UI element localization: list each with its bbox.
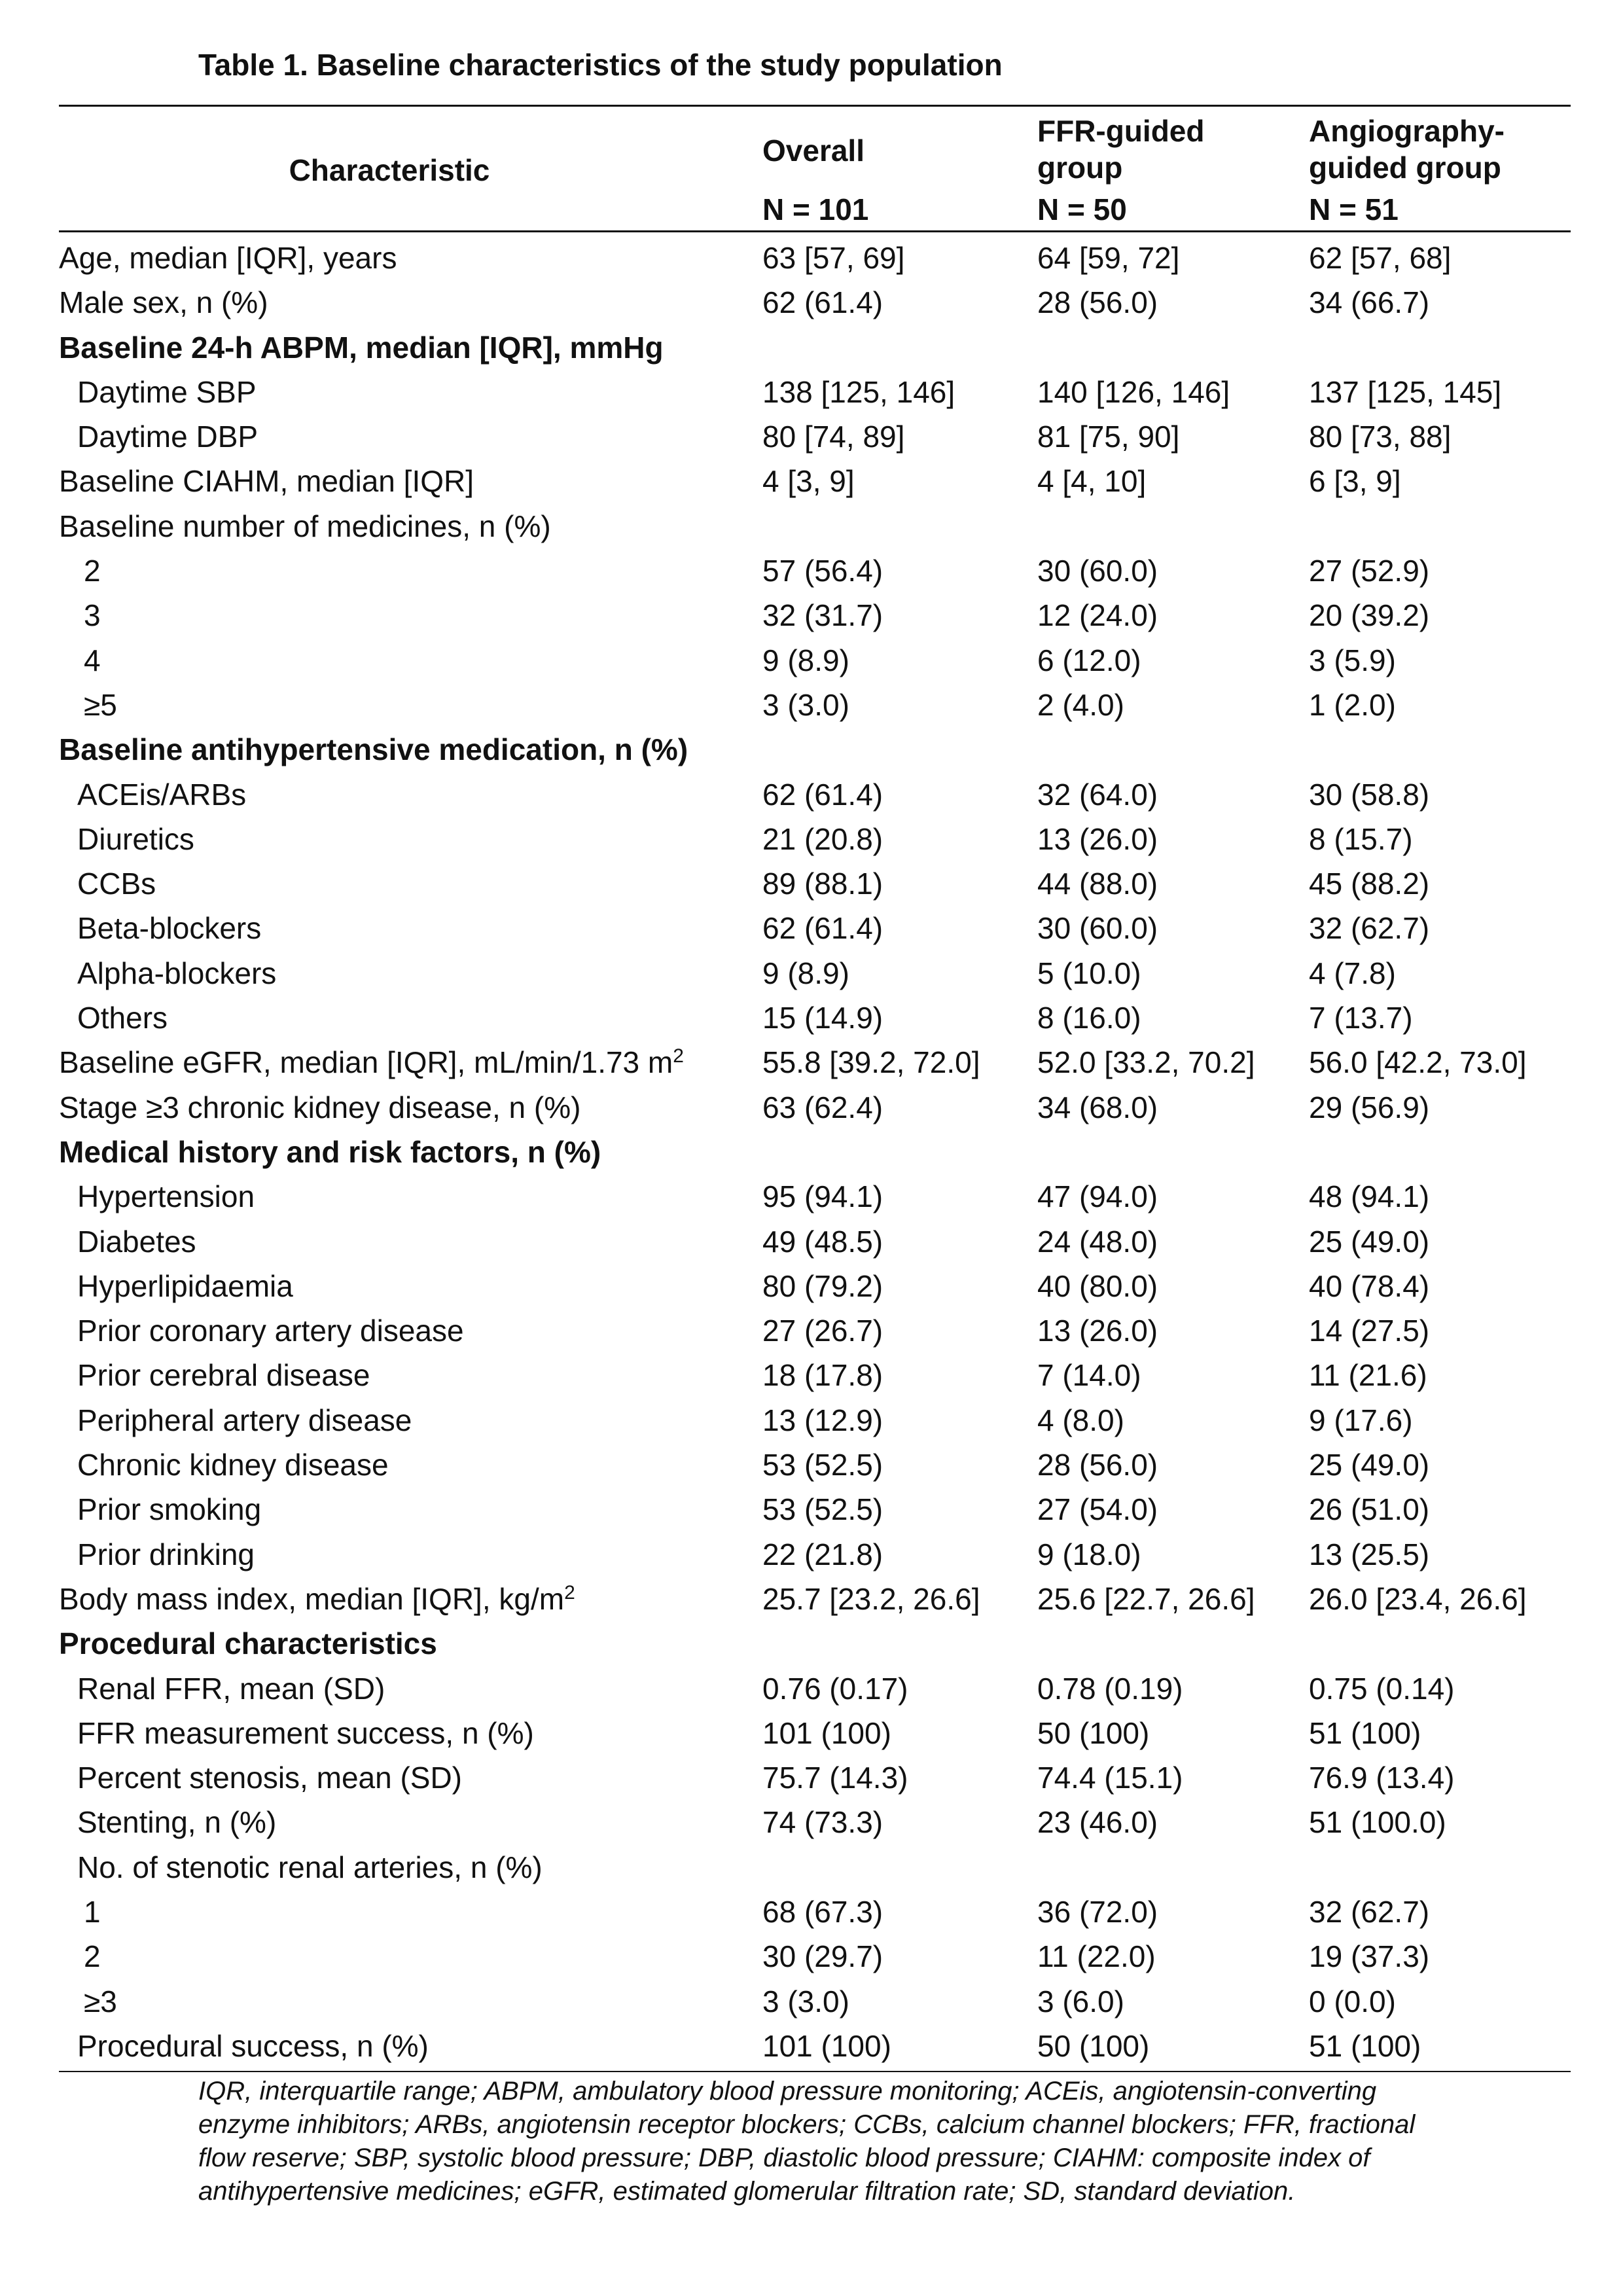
row-label (84, 548, 101, 593)
row-label (59, 1621, 437, 1666)
row-label (77, 1845, 543, 1890)
cell-ffr: 27 (54.0) (1037, 1492, 1158, 1527)
cell-overall: 80 [74, 89] (762, 420, 905, 454)
table-row (0, 1621, 1623, 1666)
row-label-text: ≥5 (84, 687, 117, 722)
cell-overall: 101 (100) (762, 2028, 891, 2063)
header-overall: Overall (762, 134, 865, 168)
cell-overall: 55.8 [39.2, 72.0] (762, 1045, 980, 1080)
row-label-text: Diuretics (77, 821, 194, 856)
table-row (0, 906, 1623, 950)
row-label (59, 459, 474, 503)
cell-angio: 29 (56.9) (1309, 1090, 1430, 1124)
cell-angio: 62 [57, 68] (1309, 241, 1452, 275)
table-row (0, 683, 1623, 727)
cell-ffr: 5 (10.0) (1037, 956, 1141, 990)
table-row (0, 727, 1623, 772)
cell-angio: 32 (62.7) (1309, 1894, 1430, 1929)
cell-angio: 32 (62.7) (1309, 911, 1430, 946)
row-label (77, 1443, 389, 1487)
row-label (77, 1800, 276, 1844)
cell-ffr: 30 (60.0) (1037, 554, 1158, 588)
table-row (0, 638, 1623, 683)
table-row (0, 1577, 1623, 1621)
cell-ffr: 28 (56.0) (1037, 1448, 1158, 1482)
header-ffr-guided: FFR-guided group (1037, 114, 1205, 185)
table-row (0, 1040, 1623, 1085)
cell-overall: 9 (8.9) (762, 956, 849, 990)
row-label (77, 1308, 464, 1353)
cell-ffr: 13 (26.0) (1037, 821, 1158, 856)
row-label-text: Baseline 24-h ABPM, median [IQR], mmHg (59, 330, 664, 365)
cell-angio: 56.0 [42.2, 73.0] (1309, 1045, 1527, 1080)
row-label-text: Procedural characteristics (59, 1626, 437, 1661)
row-label-text: 4 (84, 643, 101, 677)
row-label (77, 772, 246, 817)
row-label-text: Diabetes (77, 1224, 196, 1259)
cell-angio: 14 (27.5) (1309, 1314, 1430, 1348)
cell-ffr: 6 (12.0) (1037, 643, 1141, 677)
header-characteristic: Characteristic (289, 153, 490, 187)
row-label (77, 906, 261, 950)
row-label (77, 951, 276, 996)
cell-overall: 62 (61.4) (762, 911, 883, 946)
row-label-text: CCBs (77, 867, 156, 901)
cell-overall: 63 [57, 69] (762, 241, 905, 275)
row-label-text: Procedural success, n (%) (77, 2028, 429, 2063)
row-label-text: Stage ≥3 chronic kidney disease, n (%) (59, 1090, 581, 1124)
row-label-text: Body mass index, median [IQR], kg/m (59, 1581, 565, 1616)
cell-angio: 3 (5.9) (1309, 643, 1396, 677)
table-body (0, 236, 1623, 2068)
table-top-rule (59, 105, 1571, 107)
table-row (0, 1800, 1623, 1844)
cell-overall: 68 (67.3) (762, 1894, 883, 1929)
cell-overall: 80 (79.2) (762, 1268, 883, 1303)
cell-overall: 30 (29.7) (762, 1939, 883, 1974)
row-label (59, 504, 551, 548)
row-label (84, 593, 101, 637)
row-label (84, 683, 117, 727)
row-label-text: Chronic kidney disease (77, 1448, 389, 1482)
table-row (0, 593, 1623, 637)
cell-overall: 25.7 [23.2, 26.6] (762, 1581, 980, 1616)
row-label (84, 1934, 101, 1979)
cell-ffr: 8 (16.0) (1037, 1001, 1141, 1035)
header-ffr-n: N = 50 (1037, 192, 1127, 226)
table-row (0, 370, 1623, 414)
cell-overall: 4 [3, 9] (762, 464, 855, 499)
table-row (0, 1085, 1623, 1130)
cell-overall: 57 (56.4) (762, 554, 883, 588)
header-angio-n: N = 51 (1309, 192, 1399, 226)
cell-ffr: 4 (8.0) (1037, 1403, 1124, 1437)
table-row (0, 1219, 1623, 1264)
cell-overall: 22 (21.8) (762, 1537, 883, 1571)
cell-overall: 53 (52.5) (762, 1492, 883, 1527)
cell-ffr: 34 (68.0) (1037, 1090, 1158, 1124)
row-label (77, 1532, 255, 1577)
table-row (0, 325, 1623, 370)
cell-angio: 4 (7.8) (1309, 956, 1396, 990)
row-label-text: Renal FFR, mean (SD) (77, 1671, 385, 1706)
row-label-text: Daytime SBP (77, 374, 257, 409)
row-label-text: 2 (84, 1939, 101, 1974)
cell-angio: 20 (39.2) (1309, 598, 1430, 633)
cell-angio: 76.9 (13.4) (1309, 1761, 1455, 1795)
row-label-text: Hyperlipidaemia (77, 1268, 293, 1303)
row-label-text: Male sex, n (%) (59, 285, 268, 320)
row-label (84, 1890, 101, 1934)
header-angiography-guided: Angiography- guided group (1309, 114, 1505, 185)
cell-angio: 1 (2.0) (1309, 687, 1396, 722)
table-row (0, 1308, 1623, 1353)
cell-ffr: 50 (100) (1037, 1715, 1150, 1750)
row-label (59, 280, 268, 325)
table-row (0, 1845, 1623, 1890)
table-footnote: IQR, interquartile range; ABPM, ambulatory blood pressure monitoring; ACEis, angiotensin-converting enzyme inhibitors; ARBs, angiotensin receptor blockers; CCBs, calcium channel blockers; FFR, fractional flow reserve; SBP, systolic blood pressure; DBP, diastolic blood pressure; CIAHM: composite index of antihypertensive medicines; eGFR, estimated glomerular filtration rate; SD, standard deviation. (198, 2077, 1416, 2206)
table-row (0, 2024, 1623, 2068)
row-label (59, 236, 397, 280)
cell-overall: 49 (48.5) (762, 1224, 883, 1259)
cell-angio: 9 (17.6) (1309, 1403, 1413, 1437)
row-label-text: Others (77, 1001, 168, 1035)
row-label (77, 996, 168, 1040)
cell-ffr: 11 (22.0) (1037, 1939, 1156, 1974)
row-label-text: Age, median [IQR], years (59, 241, 397, 275)
table-row (0, 951, 1623, 996)
cell-angio: 19 (37.3) (1309, 1939, 1430, 1974)
row-label-text: Prior cerebral disease (77, 1358, 370, 1393)
cell-ffr: 4 [4, 10] (1037, 464, 1147, 499)
row-label (59, 1085, 580, 1130)
row-label-text: Alpha-blockers (77, 956, 277, 990)
table-row (0, 1755, 1623, 1800)
table-row (0, 772, 1623, 817)
row-label-text: Baseline eGFR, median [IQR], mL/min/1.73 m (59, 1045, 673, 1080)
cell-overall: 101 (100) (762, 1715, 891, 1750)
cell-angio: 25 (49.0) (1309, 1448, 1430, 1482)
cell-angio: 51 (100.0) (1309, 1805, 1446, 1840)
cell-angio: 11 (21.6) (1309, 1358, 1427, 1393)
row-label-text: Stenting, n (%) (77, 1805, 277, 1840)
cell-overall: 138 [125, 146] (762, 374, 955, 409)
row-label-text: No. of stenotic renal arteries, n (%) (77, 1850, 543, 1884)
table-row (0, 861, 1623, 906)
cell-angio: 80 [73, 88] (1309, 420, 1452, 454)
cell-ffr: 13 (26.0) (1037, 1314, 1158, 1348)
table-row (0, 1487, 1623, 1532)
table-row (0, 1934, 1623, 1979)
header-overall-n: N = 101 (762, 192, 869, 226)
row-label (77, 1219, 196, 1264)
row-label-text: ACEis/ARBs (77, 777, 247, 812)
row-label (84, 638, 101, 683)
row-label-text: Daytime DBP (77, 420, 259, 454)
cell-overall: 27 (26.7) (762, 1314, 883, 1348)
table-row (0, 236, 1623, 280)
cell-ffr: 52.0 [33.2, 70.2] (1037, 1045, 1255, 1080)
cell-overall: 63 (62.4) (762, 1090, 883, 1124)
row-label-text: Prior smoking (77, 1492, 262, 1527)
cell-angio: 25 (49.0) (1309, 1224, 1430, 1259)
header-rule (59, 230, 1571, 232)
table-row (0, 1711, 1623, 1755)
table-row (0, 1174, 1623, 1219)
table-row (0, 1666, 1623, 1711)
row-label-text: Peripheral artery disease (77, 1403, 412, 1437)
cell-overall: 9 (8.9) (762, 643, 849, 677)
table-row (0, 1130, 1623, 1174)
cell-angio: 0 (0.0) (1309, 1984, 1396, 2018)
cell-ffr: 140 [126, 146] (1037, 374, 1230, 409)
table-row (0, 817, 1623, 861)
row-label-text: Prior coronary artery disease (77, 1314, 464, 1348)
cell-ffr: 25.6 [22.7, 26.6] (1037, 1581, 1255, 1616)
cell-ffr: 50 (100) (1037, 2028, 1150, 2063)
cell-ffr: 3 (6.0) (1037, 1984, 1124, 2018)
cell-overall: 53 (52.5) (762, 1448, 883, 1482)
cell-overall: 89 (88.1) (762, 867, 883, 901)
cell-overall: 21 (20.8) (762, 821, 883, 856)
cell-angio: 137 [125, 145] (1309, 374, 1502, 409)
cell-overall: 62 (61.4) (762, 777, 883, 812)
cell-angio: 0.75 (0.14) (1309, 1671, 1455, 1706)
table-row (0, 1443, 1623, 1487)
row-label-text: 3 (84, 598, 101, 633)
cell-ffr: 81 [75, 90] (1037, 420, 1180, 454)
row-label-text: 2 (84, 554, 101, 588)
row-label (77, 861, 156, 906)
row-label (59, 1040, 684, 1085)
row-label-superscript: 2 (564, 1581, 575, 1604)
cell-ffr: 9 (18.0) (1037, 1537, 1141, 1571)
row-label (59, 325, 664, 370)
cell-ffr: 28 (56.0) (1037, 285, 1158, 320)
cell-ffr: 0.78 (0.19) (1037, 1671, 1183, 1706)
cell-angio: 13 (25.5) (1309, 1537, 1430, 1571)
row-label (59, 1577, 575, 1621)
table-bottom-rule (59, 2071, 1571, 2072)
row-label-text: Baseline antihypertensive medication, n (%) (59, 732, 688, 767)
cell-ffr: 12 (24.0) (1037, 598, 1158, 633)
cell-angio: 6 [3, 9] (1309, 464, 1401, 499)
cell-ffr: 2 (4.0) (1037, 687, 1124, 722)
row-label-text: FFR measurement success, n (%) (77, 1715, 534, 1750)
cell-overall: 3 (3.0) (762, 687, 849, 722)
cell-angio: 48 (94.1) (1309, 1179, 1430, 1214)
cell-overall: 18 (17.8) (762, 1358, 883, 1393)
row-label (77, 414, 258, 459)
table-row (0, 459, 1623, 503)
row-label (59, 727, 688, 772)
cell-ffr: 64 [59, 72] (1037, 241, 1180, 275)
row-label (77, 817, 194, 861)
row-label-text: Medical history and risk factors, n (%) (59, 1134, 601, 1169)
row-label-text: Hypertension (77, 1179, 255, 1214)
cell-overall: 3 (3.0) (762, 1984, 849, 2018)
row-label-text: ≥3 (84, 1984, 117, 2018)
cell-angio: 40 (78.4) (1309, 1268, 1430, 1303)
cell-overall: 62 (61.4) (762, 285, 883, 320)
cell-overall: 95 (94.1) (762, 1179, 883, 1214)
table-row (0, 414, 1623, 459)
cell-ffr: 44 (88.0) (1037, 867, 1158, 901)
cell-overall: 74 (73.3) (762, 1805, 883, 1840)
table-row (0, 548, 1623, 593)
cell-overall: 75.7 (14.3) (762, 1761, 908, 1795)
row-label-text: Percent stenosis, mean (SD) (77, 1761, 463, 1795)
row-label-text: Prior drinking (77, 1537, 255, 1571)
cell-ffr: 47 (94.0) (1037, 1179, 1158, 1214)
row-label (84, 1979, 117, 2024)
cell-ffr: 7 (14.0) (1037, 1358, 1141, 1393)
row-label (77, 1755, 462, 1800)
table-row (0, 504, 1623, 548)
cell-ffr: 32 (64.0) (1037, 777, 1158, 812)
table-row (0, 280, 1623, 325)
table-row (0, 1890, 1623, 1934)
cell-ffr: 36 (72.0) (1037, 1894, 1158, 1929)
row-label (77, 1666, 385, 1711)
row-label-text: Beta-blockers (77, 911, 262, 946)
cell-overall: 0.76 (0.17) (762, 1671, 908, 1706)
cell-angio: 30 (58.8) (1309, 777, 1430, 812)
cell-angio: 27 (52.9) (1309, 554, 1430, 588)
table-row (0, 1979, 1623, 2024)
row-label (77, 370, 257, 414)
cell-angio: 8 (15.7) (1309, 821, 1413, 856)
table-row (0, 1398, 1623, 1443)
cell-angio: 7 (13.7) (1309, 1001, 1413, 1035)
row-label (77, 1174, 255, 1219)
table-row (0, 1532, 1623, 1577)
row-label-text: Baseline CIAHM, median [IQR] (59, 464, 474, 499)
table-row (0, 1353, 1623, 1397)
cell-angio: 26.0 [23.4, 26.6] (1309, 1581, 1527, 1616)
row-label (59, 1130, 601, 1174)
cell-angio: 51 (100) (1309, 1715, 1421, 1750)
row-label-text: 1 (84, 1894, 101, 1929)
cell-overall: 32 (31.7) (762, 598, 883, 633)
row-label (77, 1353, 370, 1397)
cell-ffr: 74.4 (15.1) (1037, 1761, 1183, 1795)
cell-angio: 34 (66.7) (1309, 285, 1430, 320)
table-row (0, 996, 1623, 1040)
cell-ffr: 24 (48.0) (1037, 1224, 1158, 1259)
cell-angio: 26 (51.0) (1309, 1492, 1430, 1527)
row-label (77, 1487, 261, 1532)
row-label-superscript: 2 (673, 1045, 684, 1067)
table-row (0, 1264, 1623, 1308)
cell-overall: 15 (14.9) (762, 1001, 883, 1035)
table-title: Table 1. Baseline characteristics of the study population (198, 48, 1003, 82)
cell-angio: 51 (100) (1309, 2028, 1421, 2063)
cell-ffr: 30 (60.0) (1037, 911, 1158, 946)
cell-ffr: 40 (80.0) (1037, 1268, 1158, 1303)
cell-angio: 45 (88.2) (1309, 867, 1430, 901)
row-label (77, 1711, 534, 1755)
row-label (77, 1264, 293, 1308)
cell-overall: 13 (12.9) (762, 1403, 883, 1437)
cell-ffr: 23 (46.0) (1037, 1805, 1158, 1840)
row-label-text: Baseline number of medicines, n (%) (59, 509, 551, 543)
row-label (77, 2024, 429, 2068)
row-label (77, 1398, 412, 1443)
